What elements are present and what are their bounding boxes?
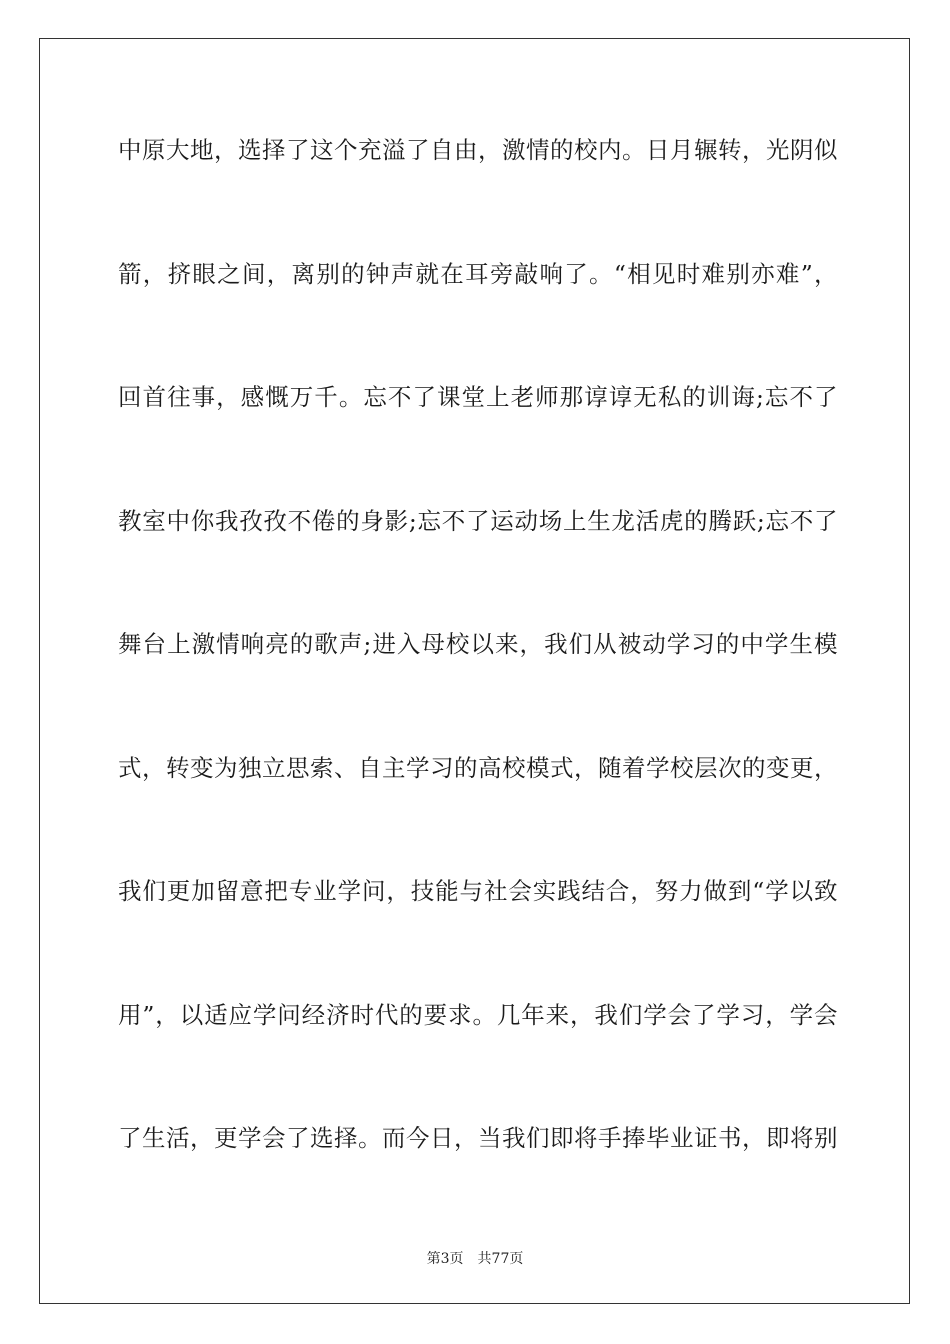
body-line: 用”，以适应学问经济时代的要求。几年来，我们学会了学习，学会 [118, 1000, 838, 1029]
body-line: 箭，挤眼之间，离别的钟声就在耳旁敲响了。“相见时难别亦难”， [118, 259, 838, 288]
document-body [118, 122, 838, 1234]
body-line: 舞台上激情响亮的歌声;进入母校以来，我们从被动学习的中学生模 [118, 630, 838, 658]
body-line: 我们更加留意把专业学问，技能与社会实践结合，努力做到“学以致 [118, 877, 838, 905]
body-line: 了生活，更学会了选择。而今日，当我们即将手捧毕业证书，即将别 [118, 1124, 838, 1152]
page-footer [0, 1248, 950, 1268]
body-line: 中原大地，选择了这个充溢了自由，激情的校内。日月辗转，光阴似 [118, 136, 838, 164]
body-line: 回首往事，感慨万千。忘不了课堂上老师那谆谆无私的训诲;忘不了 [118, 383, 838, 411]
body-line: 教室中你我孜孜不倦的身影;忘不了运动场上生龙活虎的腾跃;忘不了 [118, 506, 838, 535]
page-number-total: 共77页 [477, 1251, 524, 1267]
body-line: 式，转变为独立思索、自主学习的高校模式，随着学校层次的变更， [118, 753, 838, 782]
page-number-current: 第3页 [426, 1251, 464, 1267]
